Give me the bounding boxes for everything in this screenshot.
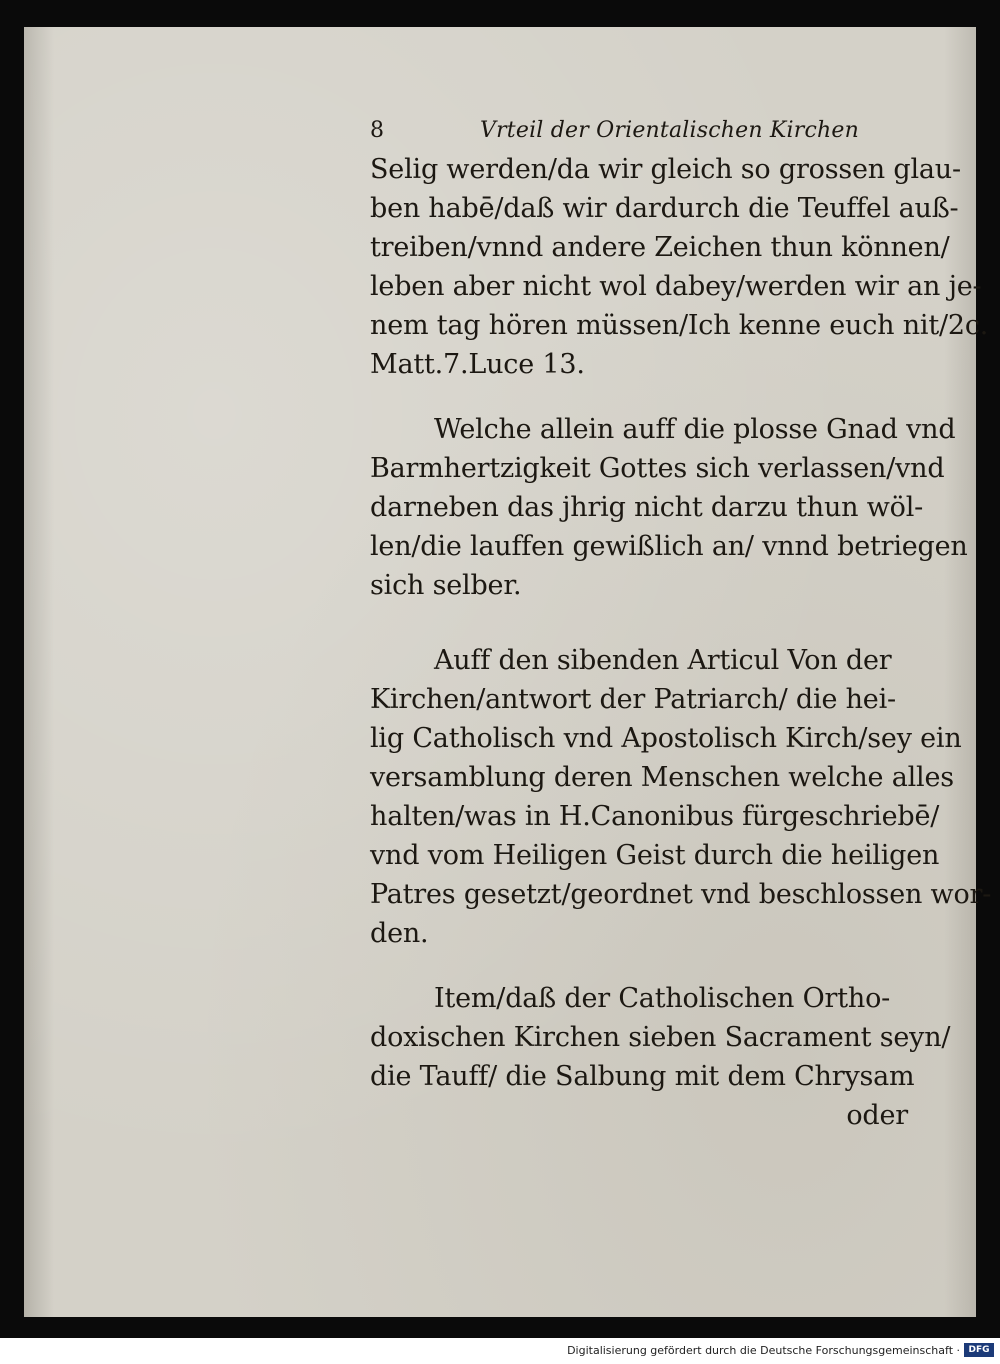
- text-line: Welche allein auff die plosse Gnad vnd: [434, 414, 956, 445]
- text-line: die Tauff/ die Salbung mit dem Chrysam: [370, 1061, 915, 1092]
- paragraph-1: [370, 150, 989, 384]
- text-line: treiben/vnnd andere Zeichen thun können/: [370, 232, 950, 263]
- text-line: Item/daß der Catholischen Ortho-: [434, 983, 891, 1014]
- text-line: len/die lauffen gewißlich an/ vnnd betriegen: [370, 531, 968, 562]
- footer: [0, 1338, 1000, 1364]
- text-line: sich selber.: [370, 570, 522, 601]
- text-line: Barmhertzigkeit Gottes sich verlassen/vnd: [370, 453, 945, 484]
- text-line: Kirchen/antwort der Patriarch/ die hei-: [370, 684, 896, 715]
- text-line: Selig werden/da wir gleich so grossen glau-: [370, 154, 961, 185]
- text-line: halten/was in H.Canonibus fürgeschriebē/: [370, 801, 940, 832]
- paragraph-3: [370, 641, 992, 953]
- text-line: ben habē/daß wir dardurch die Teuffel auß-: [370, 193, 959, 224]
- paragraph-4: [370, 979, 960, 1135]
- text-line: Patres gesetzt/geordnet vnd beschlossen wor-: [370, 879, 992, 910]
- page-text: [370, 112, 992, 1135]
- text-line: leben aber nicht wol dabey/werden wir an je-: [370, 271, 982, 302]
- page-number: 8: [370, 118, 385, 143]
- text-line: Matt.7.Luce 13.: [370, 349, 585, 380]
- funding-notice: Digitalisierung gefördert durch die Deutsche Forschungsgemeinschaft ·: [567, 1344, 960, 1357]
- running-head-title: Vrteil der Orientalischen Kirchen: [480, 118, 859, 143]
- running-head: [370, 112, 960, 150]
- paragraph-2: [370, 410, 968, 605]
- dfg-logo: DFG: [964, 1343, 994, 1357]
- text-line: den.: [370, 918, 429, 949]
- text-line: versamblung deren Menschen welche alles: [370, 762, 954, 793]
- text-line: lig Catholisch vnd Apostolisch Kirch/sey ein: [370, 723, 962, 754]
- text-line: vnd vom Heiligen Geist durch die heiligen: [370, 840, 940, 871]
- text-line: darneben das jhrig nicht darzu thun wöl-: [370, 492, 924, 523]
- text-line: doxischen Kirchen sieben Sacrament seyn/: [370, 1022, 951, 1053]
- text-line: Auff den sibenden Articul Von der: [434, 645, 892, 676]
- catchword: oder: [846, 1100, 908, 1131]
- text-line: nem tag hören müssen/Ich kenne euch nit/2c.: [370, 310, 989, 341]
